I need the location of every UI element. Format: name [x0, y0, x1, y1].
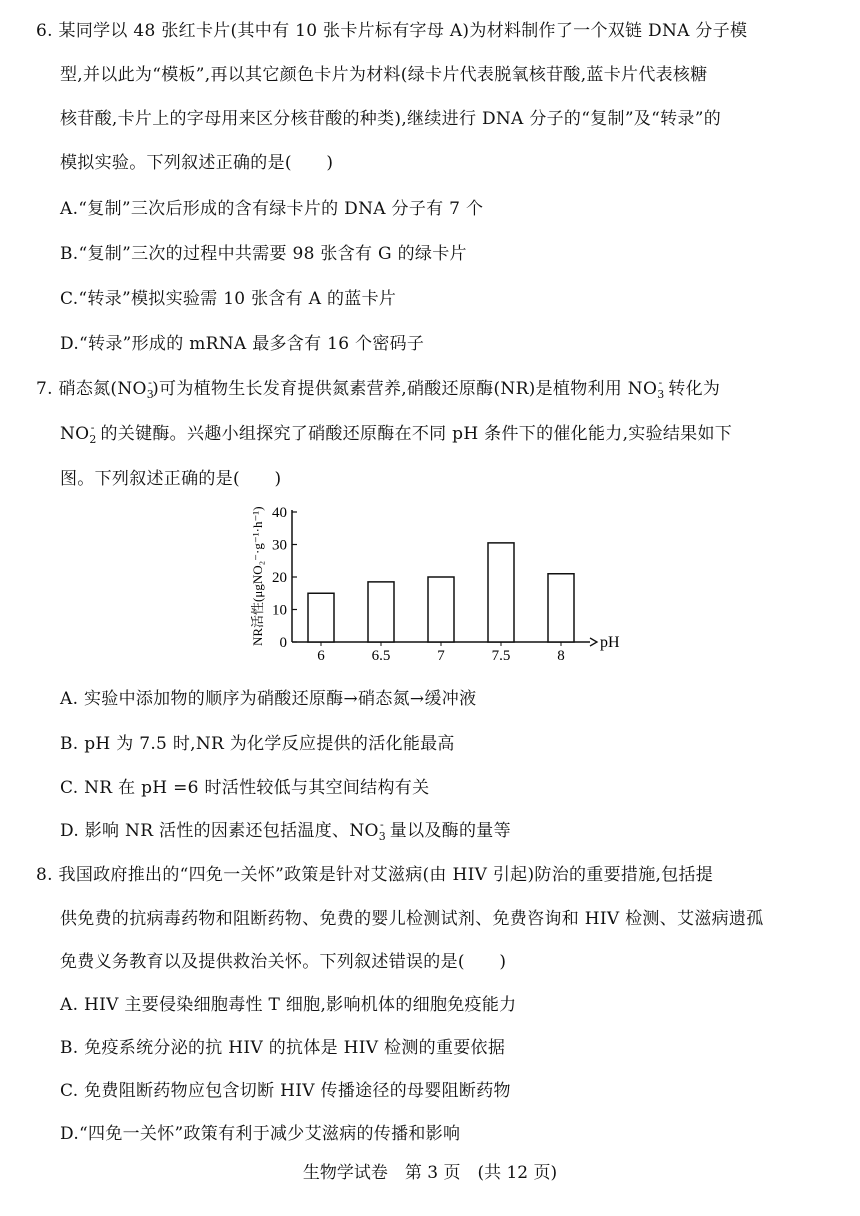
- q6-option-b: B.“复制”三次的过程中共需要 98 张含有 G 的绿卡片: [60, 244, 467, 264]
- q7-stem-line-2: [60, 419, 732, 444]
- y-axis-label: NR活性(μgNO₂⁻·g⁻¹·h⁻¹): [250, 506, 265, 646]
- q8-option-b: B. 免疫系统分泌的抗 HIV 的抗体是 HIV 检测的重要依据: [60, 1038, 506, 1058]
- x-tick-label: 6: [317, 648, 325, 664]
- bar: [548, 574, 574, 642]
- y-tick-label: 40: [272, 505, 287, 521]
- q6-option-a: A.“复制”三次后形成的含有绿卡片的 DNA 分子有 7 个: [60, 199, 484, 219]
- q7-stem-line-1: [36, 374, 720, 399]
- x-tick-label: 7: [437, 648, 445, 664]
- y-tick-label: 30: [272, 537, 287, 554]
- superscript: -: [658, 376, 663, 389]
- q8-stem-line-1: 8. 我国政府推出的“四免一关怀”政策是针对艾滋病(由 HIV 引起)防治的重要措施,包括提: [36, 865, 714, 885]
- x-axis-arrow: [590, 638, 597, 646]
- bar: [368, 582, 394, 642]
- q8-option-a: A. HIV 主要侵染细胞毒性 T 细胞,影响机体的细胞免疫能力: [60, 995, 517, 1015]
- page-footer: 生物学试卷 第 3 页 (共 12 页): [302, 1163, 558, 1183]
- superscript: -: [380, 818, 385, 831]
- q6-stem-line-1: 6. 某同学以 48 张红卡片(其中有 10 张卡片标有字母 A)为材料制作了一个双链 DNA 分子模: [36, 21, 748, 41]
- superscript: -: [148, 376, 153, 389]
- subscript: 3: [378, 830, 387, 843]
- q7-option-c: C. NR 在 pH =6 时活性较低与其空间结构有关: [60, 778, 430, 798]
- bar: [428, 577, 454, 642]
- nr-activity-bar-chart: [248, 500, 648, 665]
- x-tick-label: 8: [557, 648, 565, 664]
- q7-stem-line-3: 图。下列叙述正确的是( ): [60, 469, 282, 489]
- q6-stem-line-3: 核苷酸,卡片上的字母用来区分核苷酸的种类),继续进行 DNA 分子的“复制”及“转录”的: [60, 109, 721, 129]
- q8-option-c: C. 免费阻断药物应包含切断 HIV 传播途径的母婴阻断药物: [60, 1081, 511, 1101]
- y-tick-label: 0: [279, 635, 287, 651]
- subscript: 2: [89, 433, 97, 446]
- q7-text: NO: [60, 424, 90, 444]
- subscript: 3: [657, 388, 665, 401]
- q6-option-d: D.“转录”形成的 mRNA 最多含有 16 个密码子: [60, 334, 425, 354]
- q7-option-a: A. 实验中添加物的顺序为硝酸还原酶→硝态氮→缓冲液: [60, 689, 477, 709]
- q8-option-d: D.“四免一关怀”政策有利于减少艾滋病的传播和影响: [60, 1124, 461, 1144]
- y-tick-label: 10: [272, 602, 287, 619]
- q7-text: 转化为: [662, 379, 721, 399]
- subscript: 3: [146, 388, 155, 401]
- x-tick-label: 7.5: [491, 648, 511, 664]
- q7-text: D. 影响 NR 活性的因素还包括温度、NO: [60, 821, 379, 841]
- q7-text: 量以及酶的量等: [384, 821, 511, 841]
- bar: [308, 593, 334, 642]
- q7-option-d: [60, 816, 511, 841]
- superscript: -: [90, 421, 95, 434]
- x-tick-label: 6.5: [371, 648, 391, 664]
- y-tick-label: 20: [272, 570, 287, 586]
- q6-stem-line-4: 模拟实验。下列叙述正确的是( ): [60, 153, 334, 173]
- q7-option-b: B. pH 为 7.5 时,NR 为化学反应提供的活化能最高: [60, 734, 455, 754]
- bar: [488, 543, 514, 642]
- q7-text: )可为植物生长发育提供氮素营养,硝酸还原酶(NR)是植物利用 NO: [152, 379, 658, 399]
- q8-stem-line-3: 免费义务教育以及提供救治关怀。下列叙述错误的是( ): [60, 952, 507, 972]
- q7-text: 7. 硝态氮(NO: [36, 379, 147, 399]
- q6-stem-line-2: 型,并以此为“模板”,再以其它颜色卡片为材料(绿卡片代表脱氧核苷酸,蓝卡片代表核糖: [60, 65, 708, 85]
- q6-option-c: C.“转录”模拟实验需 10 张含有 A 的蓝卡片: [60, 289, 397, 309]
- q7-text: 的关键酶。兴趣小组探究了硝酸还原酶在不同 pH 条件下的催化能力,实验结果如下: [94, 424, 733, 444]
- q8-stem-line-2: 供免费的抗病毒药物和阻断药物、免费的婴儿检测试剂、免费咨询和 HIV 检测、艾滋病遗孤: [60, 909, 764, 929]
- x-axis-label: pH: [600, 634, 620, 651]
